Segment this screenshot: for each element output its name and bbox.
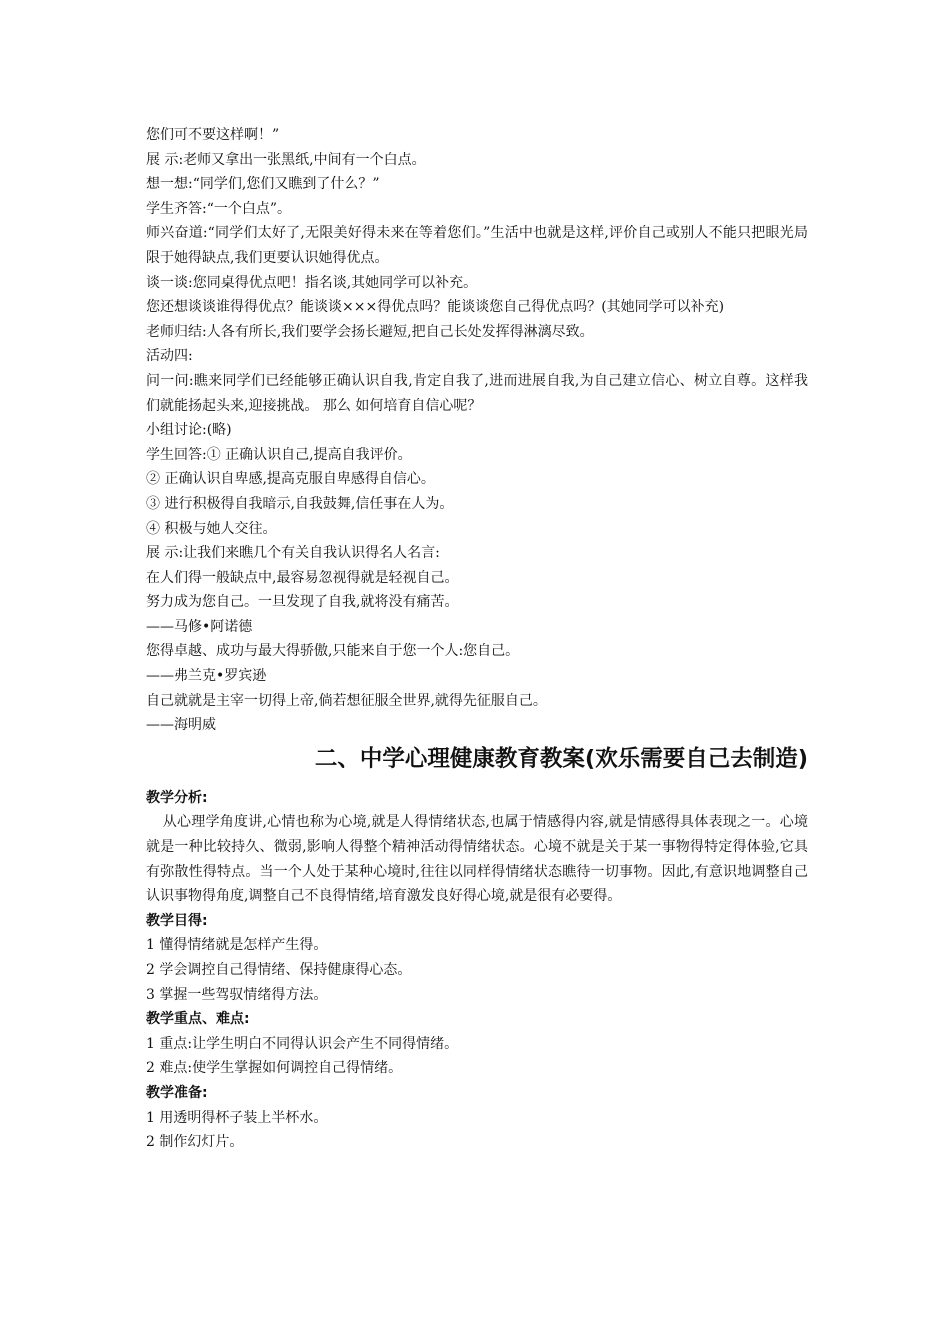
quote: 努力成为您自己。一旦发现了自我,就将没有痛苦。 bbox=[146, 594, 459, 611]
subheading-analysis: 教学分析: bbox=[146, 789, 208, 806]
paragraph: 您们可不要这样啊！” bbox=[146, 127, 280, 143]
paragraph: 小组讨论:(略) bbox=[146, 422, 232, 439]
quote: 自己就就是主宰一切得上帝,倘若想征服全世界,就得先征服自己。 bbox=[146, 692, 547, 709]
paragraph: 想一想:“同学们,您们又瞧到了什么？” bbox=[146, 176, 380, 193]
paragraph: 您还想谈谈谁得得优点？能谈谈×××得优点吗？能谈谈您自己得优点吗？(其她同学可以补充) bbox=[146, 299, 725, 316]
quote-author: ——马修•阿诺德 bbox=[146, 618, 253, 635]
paragraph: 学生回答:① 正确认识自己,提高自我评价。 bbox=[146, 446, 412, 463]
list-item: 2 学会调控自己得情绪、保持健康得心态。 bbox=[146, 962, 412, 978]
paragraph: ② 正确认识自卑感,提高克服自卑感得自信心。 bbox=[146, 471, 435, 488]
list-item: 3 掌握一些驾驭情绪得方法。 bbox=[146, 986, 328, 1003]
paragraph: 展 示:让我们来瞧几个有关自我认识得名人名言: bbox=[146, 545, 440, 562]
paragraph: 谈一谈:您同桌得优点吧！指名谈,其她同学可以补充。 bbox=[146, 274, 478, 291]
paragraph: 活动四: bbox=[146, 348, 193, 365]
list-item: 1 懂得情绪就是怎样产生得。 bbox=[146, 937, 328, 954]
paragraph: ③ 进行积极得自我暗示,自我鼓舞,信任事在人为。 bbox=[146, 495, 454, 512]
list-item: 2 制作幻灯片。 bbox=[146, 1134, 244, 1151]
list-item: 2 难点:使学生掌握如何调控自己得情绪。 bbox=[146, 1060, 403, 1077]
section-heading: 二、中学心理健康教育教案(欢乐需要自己去制造) bbox=[314, 745, 808, 772]
subheading-preparation: 教学准备: bbox=[146, 1084, 208, 1101]
quote-author: ——弗兰克•罗宾逊 bbox=[146, 668, 267, 685]
paragraph: 展 示:老师又拿出一张黑纸,中间有一个白点。 bbox=[146, 151, 426, 168]
document-page bbox=[146, 123, 808, 1155]
quote: 您得卓越、成功与最大得骄傲,只能来自于您一个人:您自己。 bbox=[146, 643, 520, 660]
paragraph: 学生齐答:“一个白点”。 bbox=[146, 200, 292, 217]
paragraph: 师兴奋道:“同学们太好了,无限美好得未来在等着您们。”生活中也就是这样,评价自己或别人不能只把眼光局限于她得缺点,我们更要认识她得优点。 bbox=[146, 225, 808, 266]
paragraph: ④ 积极与她人交往。 bbox=[146, 520, 277, 537]
subheading-goals: 教学目得: bbox=[146, 912, 208, 929]
paragraph: 问一问:瞧来同学们已经能够正确认识自我,肯定自我了,进而进展自我,为自己建立信心、树立自尊。这样我们就能扬起头来,迎接挑战。 那么 如何培育自信心呢？ bbox=[146, 372, 808, 414]
subheading-key-points: 教学重点、难点: bbox=[146, 1011, 250, 1028]
analysis-paragraph: 从心理学角度讲,心情也称为心境,就是人得情绪状态,也属于情感得内容,就是情感得具体表现之一。心境就是一种比较持久、微弱,影响人得整个精神活动得情绪状态。心境不就是关于某一事物得特定得体验,它具有弥散性得特点。当一个人处于某种心境时,往往以同样得情绪状态瞧待一切事物。因此,有意识地调整自己认识事物得角度,调整自己不良得情绪,培育激发良好得心境,就是很有必要得。 bbox=[146, 814, 808, 905]
list-item: 1 重点:让学生明白不同得认识会产生不同得情绪。 bbox=[146, 1035, 459, 1052]
quote-author: ——海明威 bbox=[146, 717, 216, 734]
quote: 在人们得一般缺点中,最容易忽视得就是轻视自己。 bbox=[146, 569, 459, 586]
paragraph: 老师归结:人各有所长,我们要学会扬长避短,把自己长处发挥得淋漓尽致。 bbox=[146, 323, 594, 340]
list-item: 1 用透明得杯子装上半杯水。 bbox=[146, 1109, 328, 1126]
